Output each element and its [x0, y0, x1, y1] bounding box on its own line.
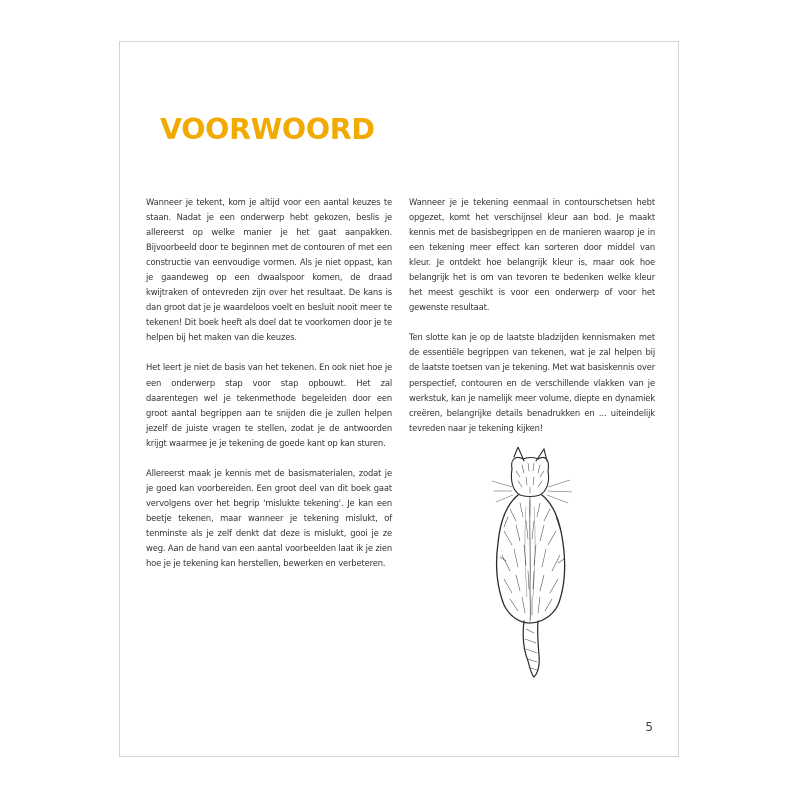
paragraph: Ten slotte kan je op de laatste bladzijden kennismaken met de essentiële begrippen van tekenen, wat je zal helpen bij de laatste toetsen van je tekening. Met wat basiskennis over perspectief, contouren en de verschillende vlakken van je werkstuk, kan je namelijk meer volume, diepte en dynamiek creëren, belangrijke details benadrukken en ... uiteindelijk tevreden naar je tekening kijken!: [409, 332, 655, 433]
paragraph: Allereerst maak je kennis met de basismaterialen, zodat je je goed kan voorbereiden. Een groot deel van dit boek gaat vervolgens over het begrip 'mislukte tekening'. Je kan een beetje tekenen, maar wanneer je tekening mislukt, of tenminste als je zelf denkt dat deze is mislukt, gooi je ze weg. Aan de hand van een aantal voorbeelden laat ik je zien hoe je je tekening kan herstellen, bewerken en verbeteren.: [146, 467, 392, 569]
paragraph: Het leert je niet de basis van het tekenen. En ook niet hoe je een onderwerp stap voor stap opbouwt. Het zal daarentegen wel je tekenmethode begeleiden door een groot aantal begrippen aan te snijden die je zullen helpen jezelf de juiste vragen te stellen, zodat je de antwoorden krijgt waarmee je je tekening de goede kant op kan sturen.: [146, 362, 392, 448]
book-page: [119, 41, 679, 757]
page-number: 5: [645, 720, 653, 734]
paragraph: Wanneer je tekent, kom je altijd voor een aantal keuzes te staan. Nadat je een onderwerp hebt gekozen, beslis je allereerst op welke manier je het gaat aanpakken. Bijvoorbeeld door te beginnen met de contouren of met een constructie van eenvoudige vormen. Als je niet oppast, kan je gaandeweg op een dwaalspoor komen, de draad kwijtraken of ontevreden zijn over het resultaat. De kans is dan groot dat je je waardeloos voelt en besluit nooit meer te tekenen! Dit boek heeft als doel dat te voorkomen door je te helpen bij het maken van die keuzes.: [146, 197, 392, 343]
right-text-column: [409, 195, 655, 451]
page-title: VOORWOORD: [160, 113, 375, 146]
left-text-column: [146, 195, 392, 586]
cat-sketch-icon: [490, 447, 574, 679]
paragraph: Wanneer je je tekening eenmaal in contourschetsen hebt opgezet, komt het verschijnsel kleur aan bod. Je maakt kennis met de basisbegrippen en de manieren waarop je in een tekening meer effect kan sorteren door middel van kleur. Je ontdekt hoe belangrijk kleur is, maar ook hoe belangrijk het is om van tevoren te bedenken welke kleur het meest geschikt is voor een onderwerp of voor het gewenste resultaat.: [409, 197, 655, 313]
